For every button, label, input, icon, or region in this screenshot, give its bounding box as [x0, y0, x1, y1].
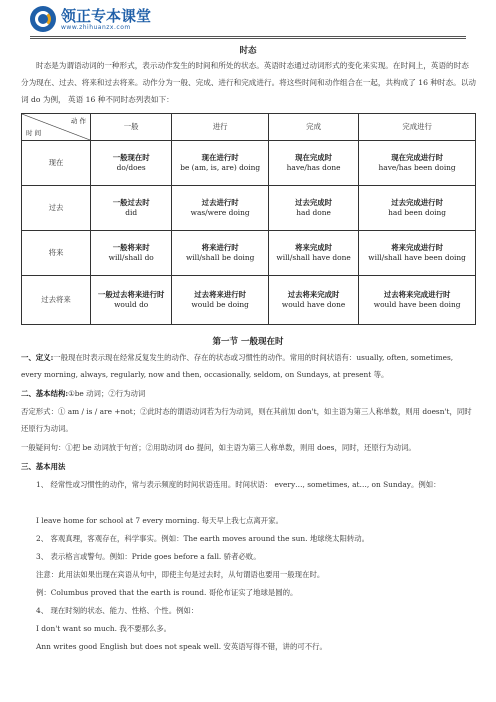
- usage-item-4: 4、 现在时刻的状态、能力、性格、个性。例如：: [36, 606, 199, 615]
- tense-name: 过去完成进行时: [391, 197, 443, 207]
- tense-name: 过去将来完成进行时: [383, 289, 451, 299]
- tense-form: did: [125, 208, 138, 217]
- table-cell: [91, 276, 172, 325]
- table-cell: [172, 186, 269, 231]
- table-cell: [91, 141, 172, 186]
- corner-time-label: 时 间: [26, 128, 42, 137]
- tense-form: had been doing: [388, 208, 447, 217]
- table-row: [22, 276, 476, 325]
- logo-url: www.zhihuanzx.com: [61, 23, 131, 31]
- tense-form: would have done: [281, 300, 346, 309]
- table-cell: [268, 231, 358, 276]
- tense-name: 过去将来完成时: [287, 289, 340, 299]
- tense-form: have/has been doing: [378, 163, 456, 172]
- usage-note: 注意：此用法如果出现在宾语从句中，即使主句是过去时，从句谓语也要用一般现在时。: [36, 570, 325, 579]
- usage-example-1: I leave home for school at 7 every morning. 每天早上我七点离开家。: [36, 516, 283, 525]
- header-rule: [30, 38, 466, 39]
- section-title: 第一节 一般现在时: [212, 337, 284, 347]
- negative-form-paragraph: 否定形式：① am / is / are +not；②此时态的谓语动词若为行为动词，则在其前加 don't，如主语为第三人称单数，则用 doesn't，同时还原行为动词。: [21, 407, 472, 433]
- table-row: [22, 141, 476, 186]
- tense-form: will/shall have done: [276, 253, 351, 262]
- table-cell: [91, 186, 172, 231]
- tense-form: had done: [296, 208, 331, 217]
- table-cell: [268, 186, 358, 231]
- column-header: 完成进行: [359, 114, 476, 141]
- definition-label: 一、定义:: [21, 353, 54, 362]
- tense-name: 一般过去将来进行时: [97, 289, 165, 299]
- tense-name: 一般现在时: [112, 152, 150, 162]
- tense-name: 过去完成时: [295, 197, 333, 207]
- tense-form: will/shall have been doing: [368, 253, 466, 262]
- tense-form: be (am, is, are) doing: [180, 163, 261, 172]
- row-header: 过去: [22, 186, 91, 231]
- table-cell: [359, 186, 476, 231]
- tense-form: have/has done: [286, 163, 341, 172]
- row-header: 过去将来: [22, 276, 91, 325]
- row-header: 将来: [22, 231, 91, 276]
- tense-form: do/does: [116, 163, 146, 172]
- tense-name: 现在完成时: [295, 152, 333, 162]
- usage-note-example: 例：Columbus proved that the earth is round. 哥伦布证实了地球是圆的。: [36, 588, 298, 597]
- tense-form: would do: [114, 300, 149, 309]
- tense-name: 过去进行时: [201, 197, 239, 207]
- logo-icon: [30, 6, 56, 32]
- question-form-paragraph: 一般疑问句：①把 be 动词放于句首；②用助动词 do 提问，如主语为第三人称单数，则用 does，同时，还原行为动词。: [21, 443, 416, 452]
- tense-name: 现在进行时: [201, 152, 239, 162]
- tense-name: 将来完成进行时: [391, 242, 443, 252]
- structure-paragraph: [21, 385, 476, 402]
- tense-form: would be doing: [191, 300, 249, 309]
- tense-name: 一般将来时: [112, 242, 150, 252]
- table-cell: [268, 141, 358, 186]
- intro-paragraph: 时态是为谓语动词的一种形式，表示动作发生的时间和所处的状态。英语时态通过动词形式的变化来实现。在时间上，英语的时态分为现在、过去、将来和过去将来。动作分为一般、完成、进行和完成进行。将这些时间和动作组合在一起，共构成了 16 种时态。以动词 do 为例， 英语 16 种不同时态列表如下：: [21, 61, 476, 104]
- usage-example-4a: I don't want so much. 我不要那么多。: [36, 624, 172, 633]
- table-row: [22, 231, 476, 276]
- table-cell: [172, 231, 269, 276]
- column-header: 完成: [268, 114, 358, 141]
- usage-label: 三、基本用法: [21, 462, 66, 471]
- usage-item-2: 2、 客观真理，客观存在，科学事实。例如：The earth moves around the sun. 地球绕太阳转动。: [36, 534, 370, 543]
- header-rule: [30, 36, 466, 37]
- usage-item-1: 1、 经常性或习惯性的动作，常与表示频度的时间状语连用。时间状语： every…, sometimes, at…, on Sunday。例如：: [36, 480, 441, 489]
- logo-text: 领正专本课堂: [61, 6, 152, 25]
- tense-table: [21, 113, 476, 325]
- tense-name: 一般过去时: [112, 197, 150, 207]
- document-title: 时态: [239, 46, 257, 56]
- tense-name: 现在完成进行时: [391, 152, 443, 162]
- column-header: 进行: [172, 114, 269, 141]
- tense-form: will/shall be doing: [185, 253, 255, 262]
- tense-form: would have been doing: [373, 300, 461, 309]
- usage-example-4b: Ann writes good English but does not speak well. 安英语写得不错，讲的可不行。: [36, 642, 327, 651]
- table-cell: [359, 231, 476, 276]
- table-row: [22, 186, 476, 231]
- corner-action-label: 动 作: [70, 117, 86, 125]
- structure-text: ①be 动词；②行为动词: [68, 389, 146, 398]
- usage-item-3: 3、 表示格言或警句。例如：Pride goes before a fall. 骄者必败。: [36, 552, 261, 561]
- table-cell: [359, 276, 476, 325]
- column-header: 一般: [91, 114, 172, 141]
- definition-text: 一般现在时表示现在经常反复发生的动作、存在的状态或习惯性的动作。常用的时间状语有：usually, often, sometimes, every morning, always, regularly, now and then, occasionally, seldom, on Sundays, at present 等。: [21, 353, 454, 379]
- table-corner: [22, 114, 91, 141]
- tense-name: 过去将来进行时: [194, 289, 247, 299]
- table-cell: [359, 141, 476, 186]
- tense-form: was/were doing: [190, 208, 250, 217]
- tense-name: 将来进行时: [201, 242, 239, 252]
- logo: [30, 6, 151, 32]
- structure-label: 二、基本结构:: [21, 389, 69, 398]
- tense-form: will/shall do: [108, 253, 154, 262]
- table-cell: [172, 276, 269, 325]
- table-cell: [172, 141, 269, 186]
- definition-paragraph: [21, 349, 476, 383]
- row-header: 现在: [22, 141, 91, 186]
- table-cell: [91, 231, 172, 276]
- tense-name: 将来完成时: [295, 242, 333, 252]
- table-cell: [268, 276, 358, 325]
- usage-heading: [21, 458, 476, 475]
